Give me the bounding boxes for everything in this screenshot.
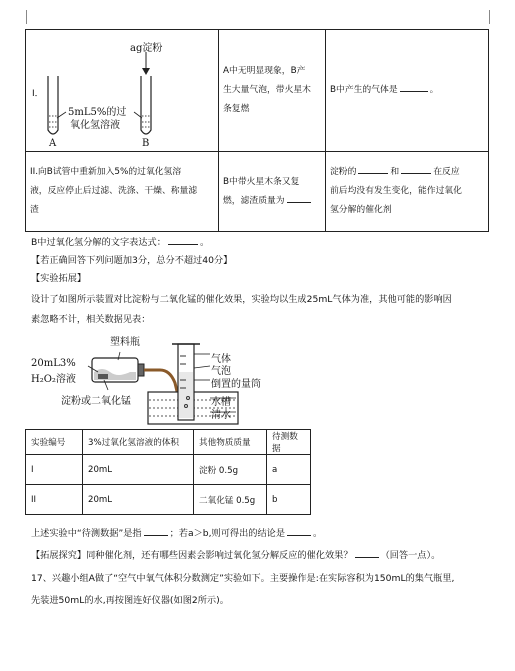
row-label-1: I． xyxy=(32,89,44,99)
header-cell: 待测数据 xyxy=(267,430,311,455)
answer-blank[interactable] xyxy=(400,82,428,92)
experiment-table xyxy=(25,29,489,232)
phenomenon-cell-2 xyxy=(219,152,326,232)
question-line xyxy=(31,547,491,561)
data-table xyxy=(25,429,311,515)
crop-mark-top-left xyxy=(26,10,27,24)
tube-a-label: A xyxy=(49,138,57,149)
phenomenon-text: A中无明显现象，B产 xyxy=(223,66,306,76)
line-text: 上述实验中“待测数据”是指 xyxy=(31,528,142,539)
cylinder-label: 倒置的量筒 xyxy=(211,379,261,390)
solution-label: H₂O₂溶液 xyxy=(31,374,76,385)
crop-mark-top-right xyxy=(489,10,490,24)
question-17-line: 先装进50mL的水,再按图连好仪器(如图2所示)。 xyxy=(31,595,229,606)
bubble-label: 气泡 xyxy=(211,366,231,377)
phenomenon-cell-1 xyxy=(219,30,326,152)
table-cell: 二氧化锰 0.5g xyxy=(194,485,267,515)
solution-label: 20mL3% xyxy=(31,358,76,369)
answer-blank[interactable] xyxy=(144,526,168,536)
table-header-row xyxy=(26,430,311,455)
conclusion-text: 和 xyxy=(390,167,400,177)
question-17-line: 17、兴趣小组A做了“空气中氧气体积分数测定”实验如下。主要操作是:在实际容积为150mL的集气瓶里, xyxy=(31,573,455,584)
water-label: 清水 xyxy=(211,410,231,421)
test-tube-figure xyxy=(26,30,216,150)
table-row xyxy=(26,485,311,515)
answer-blank[interactable] xyxy=(168,235,198,245)
table-cell: a xyxy=(267,455,311,485)
paragraph-line: 素忽略不计，相关数据见表： xyxy=(31,314,151,325)
header-cell: 其他物质质量 xyxy=(194,430,267,455)
phenomenon-text: B中带火星木条又复 xyxy=(223,176,300,187)
answer-blank[interactable] xyxy=(358,164,388,174)
operation-text: 液，反应停止后过滤、洗涤、干燥、称量滤 xyxy=(30,186,198,196)
table-cell: 20mL xyxy=(83,485,194,515)
solution-label-1: 5mL5%的过 xyxy=(68,107,127,118)
answer-blank[interactable] xyxy=(355,548,379,558)
conclusion-cell-2 xyxy=(326,152,489,232)
answer-blank[interactable] xyxy=(401,164,431,174)
paragraph-line: 设计了如图所示装置对比淀粉与二氧化锰的催化效果，实验均以生成25mL气体为准，其他可能的影响因 xyxy=(31,294,452,305)
line-text: B中过氧化氢分解的文字表达式： xyxy=(31,237,166,248)
catalyst-label: 淀粉或二氧化锰 xyxy=(61,396,131,407)
table-cell: 20mL xyxy=(83,455,194,485)
conclusion-text: 淀粉的 xyxy=(330,167,357,177)
trough-label: 水槽 xyxy=(211,397,231,408)
phenomenon-text: 条复燃 xyxy=(223,104,250,114)
table-cell: b xyxy=(267,485,311,515)
conclusion-cell-1: B中产生的气体是 。 xyxy=(326,30,489,152)
conclusion-text: 前后均没有发生变化，能作过氧化 xyxy=(330,186,462,196)
table-cell: II xyxy=(26,485,83,515)
table-cell: 淀粉 0.5g xyxy=(194,455,267,485)
header-cell: 3%过氧化氢溶液的体积 xyxy=(83,430,194,455)
question-line: 上述实验中“待测数据”是指 ；若a＞b,则可得出的结论是 。 xyxy=(31,528,323,539)
line-text: （回答一点）。 xyxy=(380,550,441,561)
powder-label: ag淀粉 xyxy=(130,43,163,54)
conclusion-text: B中产生的气体是 xyxy=(330,85,398,95)
header-cell: 实验编号 xyxy=(26,430,83,455)
phenomenon-text: 燃，滤渣质量为 xyxy=(223,195,285,206)
bottle-label: 塑料瓶 xyxy=(110,337,140,348)
bonus-note: 【若正确回答下列问题加3分，总分不超过40分】 xyxy=(31,255,233,266)
phenomenon-text: 生大量气泡，带火星木 xyxy=(223,85,311,95)
table-cell: I xyxy=(26,455,83,485)
table-row xyxy=(26,455,311,485)
operation-text: II.向B试管中重新加入5%的过氧化氢溶 xyxy=(30,167,182,177)
operation-text: 渣 xyxy=(30,205,39,215)
conclusion-text: 氢分解的催化剂 xyxy=(330,205,392,215)
figure-cell xyxy=(26,30,219,152)
conclusion-text: 在反应 xyxy=(433,167,460,177)
solution-label-2: 氧化氢溶液 xyxy=(70,120,120,131)
section-heading-extension: 【实验拓展】 xyxy=(31,273,87,284)
operation-cell-2 xyxy=(26,152,219,232)
gas-label: 气体 xyxy=(211,354,231,365)
answer-blank[interactable] xyxy=(287,193,311,203)
expression-question: B中过氧化氢分解的文字表达式： 。 xyxy=(31,237,210,248)
answer-blank[interactable] xyxy=(287,526,311,536)
tube-b-label: B xyxy=(142,138,150,149)
line-text: 【拓展探究】同种催化剂，还有哪些因素会影响过氧化氢分解反应的催化效果？ xyxy=(31,550,353,561)
line-text: ；若a＞b,则可得出的结论是 xyxy=(169,528,286,539)
